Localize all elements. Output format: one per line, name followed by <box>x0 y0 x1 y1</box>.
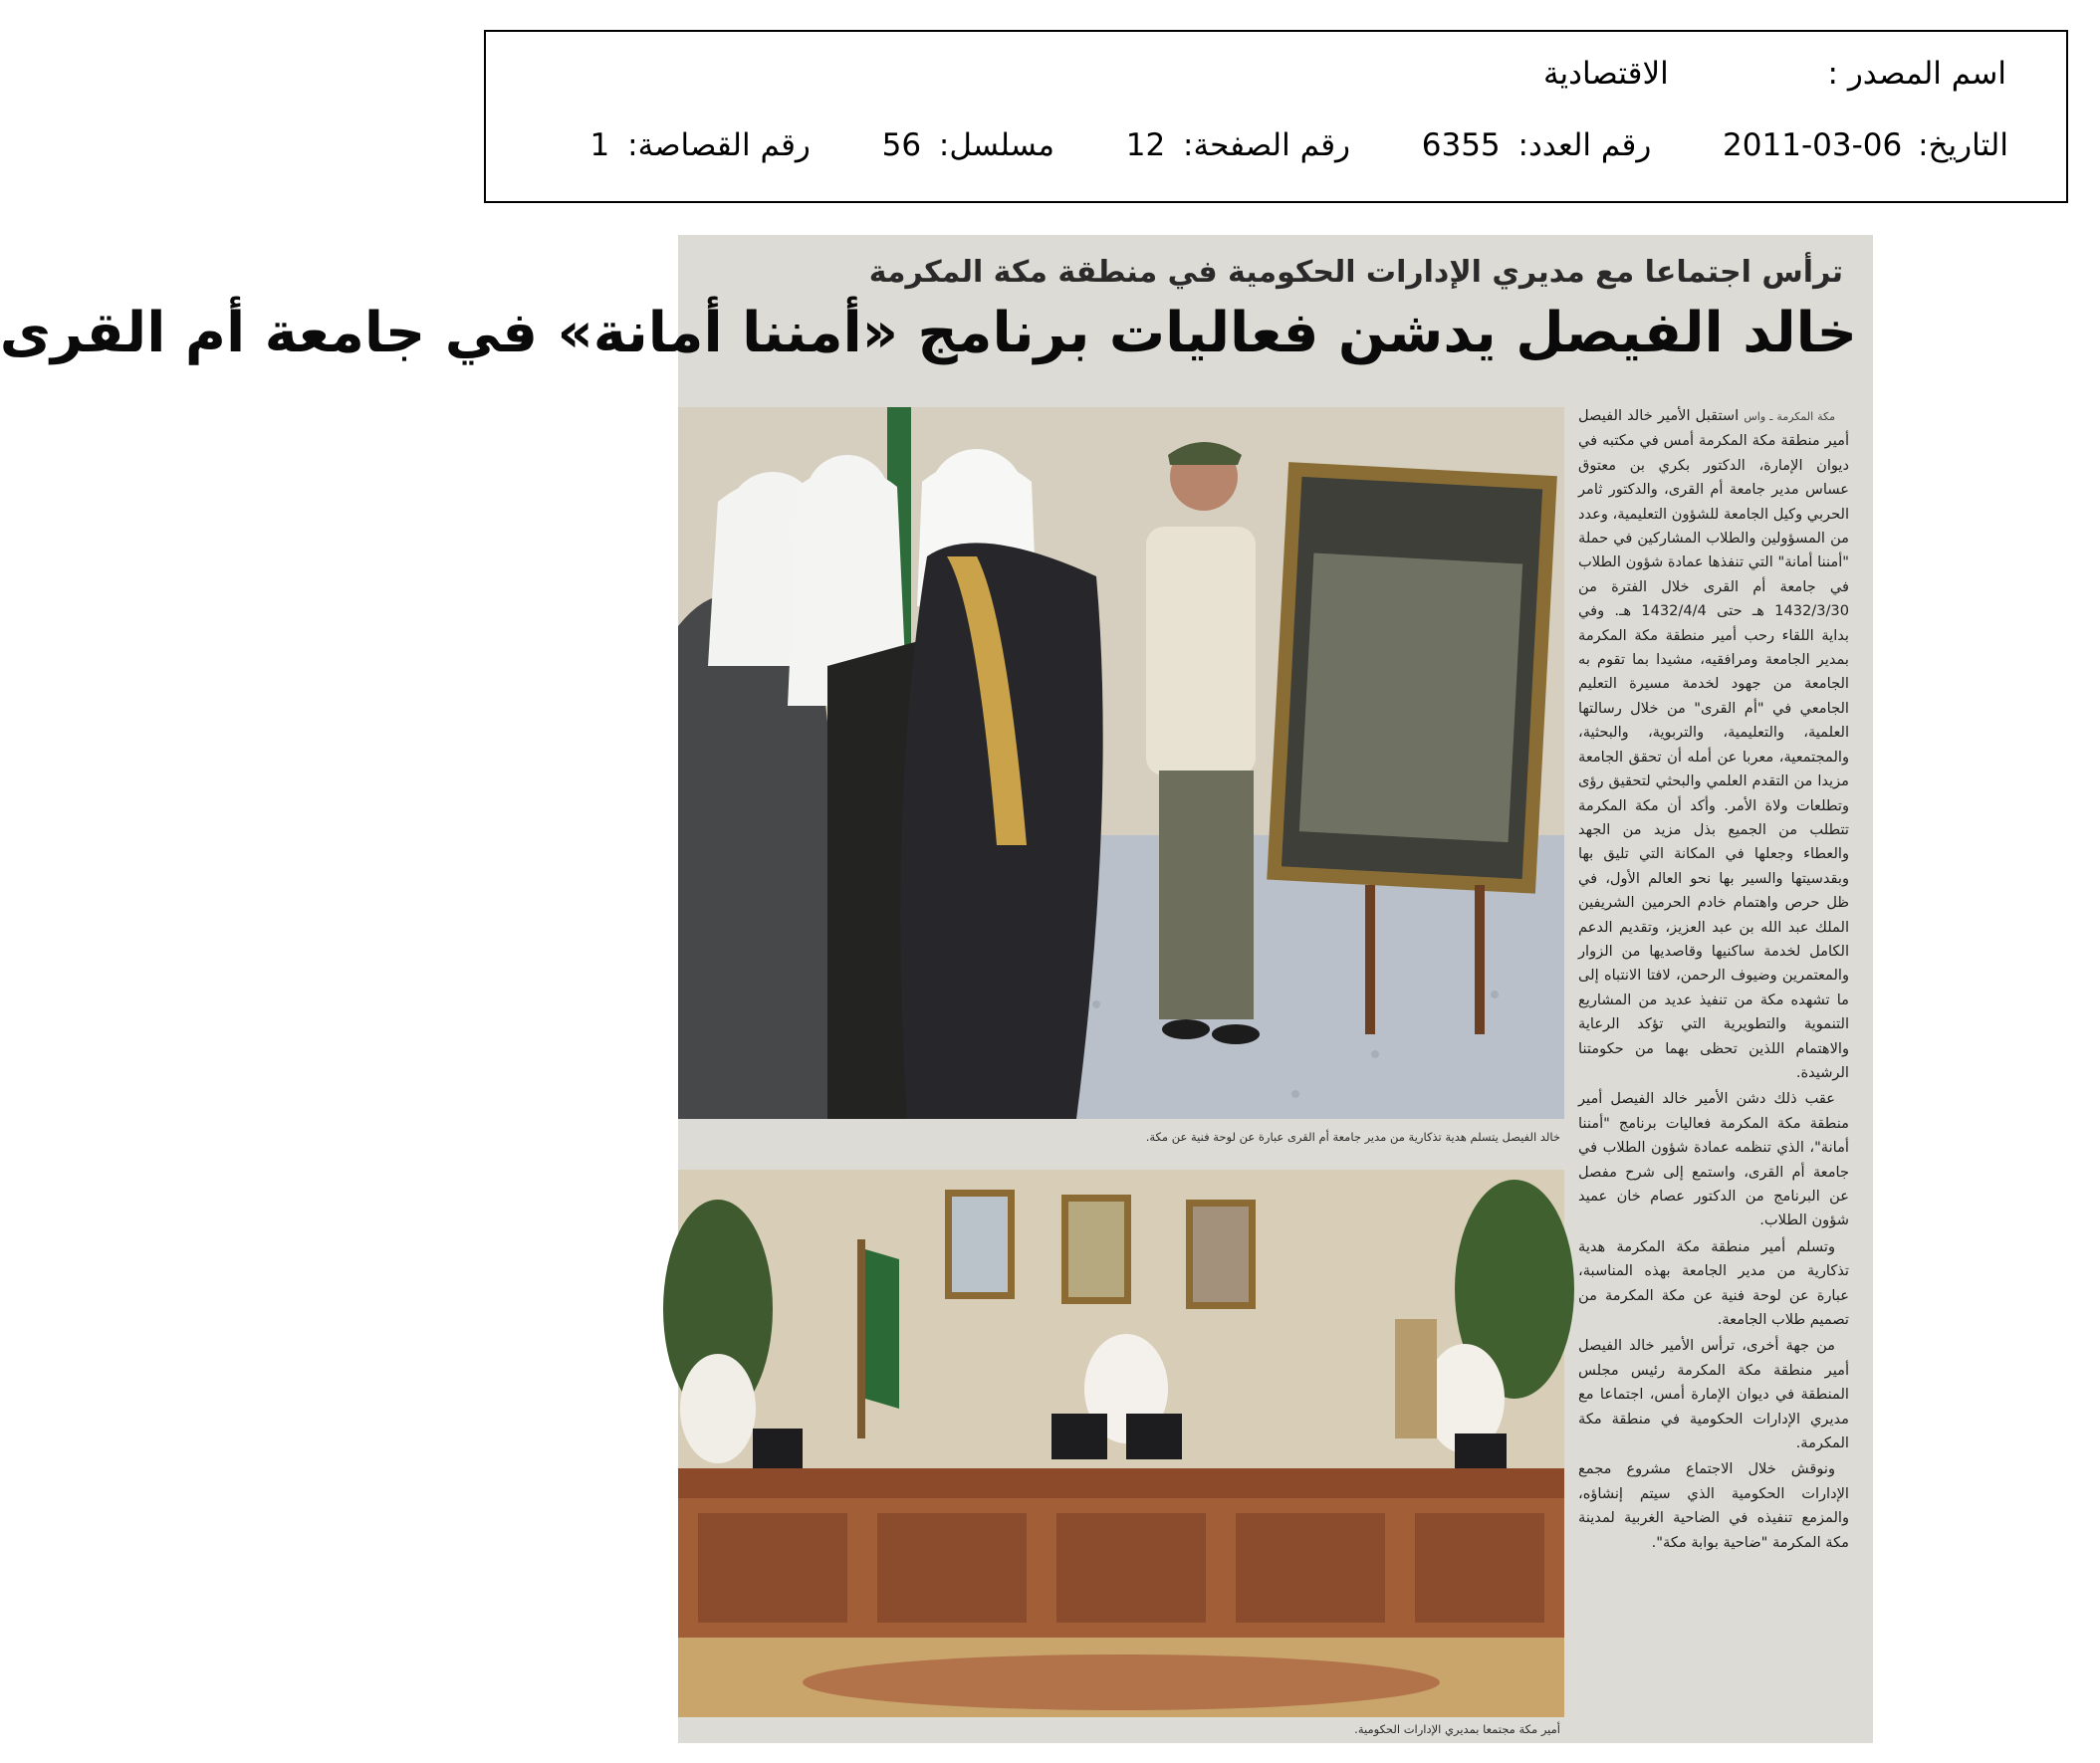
serial-value: 56 <box>881 127 922 163</box>
date-value: 2011-03-06 <box>1723 127 1903 163</box>
photo-meeting <box>678 1170 1564 1717</box>
article-headline: خالد الفيصل يدشن فعاليات برنامج «أمننا أمانة» في جامعة أم القرى <box>0 301 1857 365</box>
page-label: رقم الصفحة: <box>1183 127 1351 163</box>
page-value: 12 <box>1125 127 1166 163</box>
issue-value: 6355 <box>1421 127 1501 163</box>
article-body <box>1578 404 1849 1728</box>
article-paragraph: من جهة أخرى، ترأس الأمير خالد الفيصل أمير منطقة مكة المكرمة رئيس مجلس المنطقة في ديوان الإمارة أمس، اجتماعا مع مديري الإدارات الحكومية في منطقة مكة المكرمة. <box>1578 1337 1849 1452</box>
source-row <box>1543 56 2006 92</box>
article-paragraph: ونوقش خلال الاجتماع مشروع مجمع الإدارات الحكومية الذي سيتم إنشاؤه، والمزمع تنفيذه في الضاحية الغربية لمدينة مكة المكرمة "ضاحية بوابة مكة". <box>1578 1460 1849 1551</box>
date-label: التاريخ: <box>1918 127 2008 163</box>
newspaper-clipping <box>0 235 1873 1743</box>
photo-gift-presentation <box>678 407 1564 1119</box>
serial-label: مسلسل: <box>938 127 1055 163</box>
clip-label: رقم القصاصة: <box>627 127 811 163</box>
article-dateline: مكة المكرمة ـ واس <box>1744 410 1835 423</box>
article-paragraph: عقب ذلك دشن الأمير خالد الفيصل أمير منطقة مكة المكرمة فعاليات برنامج "أمننا أمانة"، الذي تنظمه عمادة شؤون الطلاب في جامعة أم القرى، واستمع إلى شرح مفصل عن البرنامج من الدكتور عصام خان عميد شؤون الطلاب. <box>1578 1090 1849 1229</box>
paragraph-text: استقبل الأمير خالد الفيصل أمير منطقة مكة المكرمة أمس في مكتبه في ديوان الإمارة، الدكتور بكري بن معتوق عساس مدير جامعة أم القرى، والدكتور ثامر الحربي وكيل الجامعة للشؤون التعليمية، وعدد من المسؤولين والطلاب المشاركين في حملة "أمننا أمانة" التي تنفذها عمادة شؤون الطلاب في جامعة أم القرى خلال الفترة من 1432/3/30 هـ حتى 1432/4/4 هـ. وفي بداية اللقاء رحب أمير منطقة مكة المكرمة بمدير الجامعة ومرافقيه، مشيدا بما تقوم به الجامعة من جهود لخدمة مسيرة التعليم الجامعي في "أم القرى" من خلال رسالتها العلمية، والتعليمية، والتربوية، والبحثية، والمجتمعية، معربا عن أمله أن تحقق الجامعة مزيدا من التقدم العلمي والبحثي لتحقيق رؤى وتطلعات ولاة الأمر. وأكد أن مكة المكرمة تتطلب من الجميع بذل مزيد من الجهد والعطاء وجعلها في المكانة التي تليق بها وبقدسيتها والسير بها نحو العالم الأول، في ظل حرص واهتمام خادم الحرمين الشريفين الملك عبد الله بن عبد العزيز، وتقديم الدعم الكامل لخدمة ساكنيها وقاصديها من الزوار والمعتمرين وضيوف الرحمن، لافتا الانتباه إلى ما تشهده مكة من تنفيذ عديد من المشاريع التنموية والتطويرية التي تؤكد الرعاية والاهتمام اللذين تحظى بهما من حكومتنا الرشيدة. <box>1578 407 1849 1081</box>
clip-value: 1 <box>589 127 610 163</box>
photo-caption-2: أمير مكة مجتمعا بمديري الإدارات الحكومية. <box>1354 1722 1560 1736</box>
source-value: الاقتصادية <box>1542 56 1669 92</box>
archive-header <box>484 30 2068 203</box>
issue-label: رقم العدد: <box>1517 127 1652 163</box>
article-subheadline: ترأس اجتماعا مع مديري الإدارات الحكومية في منطقة مكة المكرمة <box>868 255 1843 290</box>
source-label: اسم المصدر : <box>1827 56 2006 92</box>
article-paragraph: وتسلم أمير منطقة مكة المكرمة هدية تذكارية من مدير الجامعة بهذه المناسبة، عبارة عن لوحة فنية عن مكة المكرمة من تصميم طلاب الجامعة. <box>1578 1237 1849 1329</box>
details-row <box>590 127 2008 163</box>
photo-caption-1: خالد الفيصل يتسلم هدية تذكارية من مدير جامعة أم القرى عبارة عن لوحة فنية عن مكة. <box>1145 1130 1560 1144</box>
article-paragraph <box>1578 404 1849 1085</box>
